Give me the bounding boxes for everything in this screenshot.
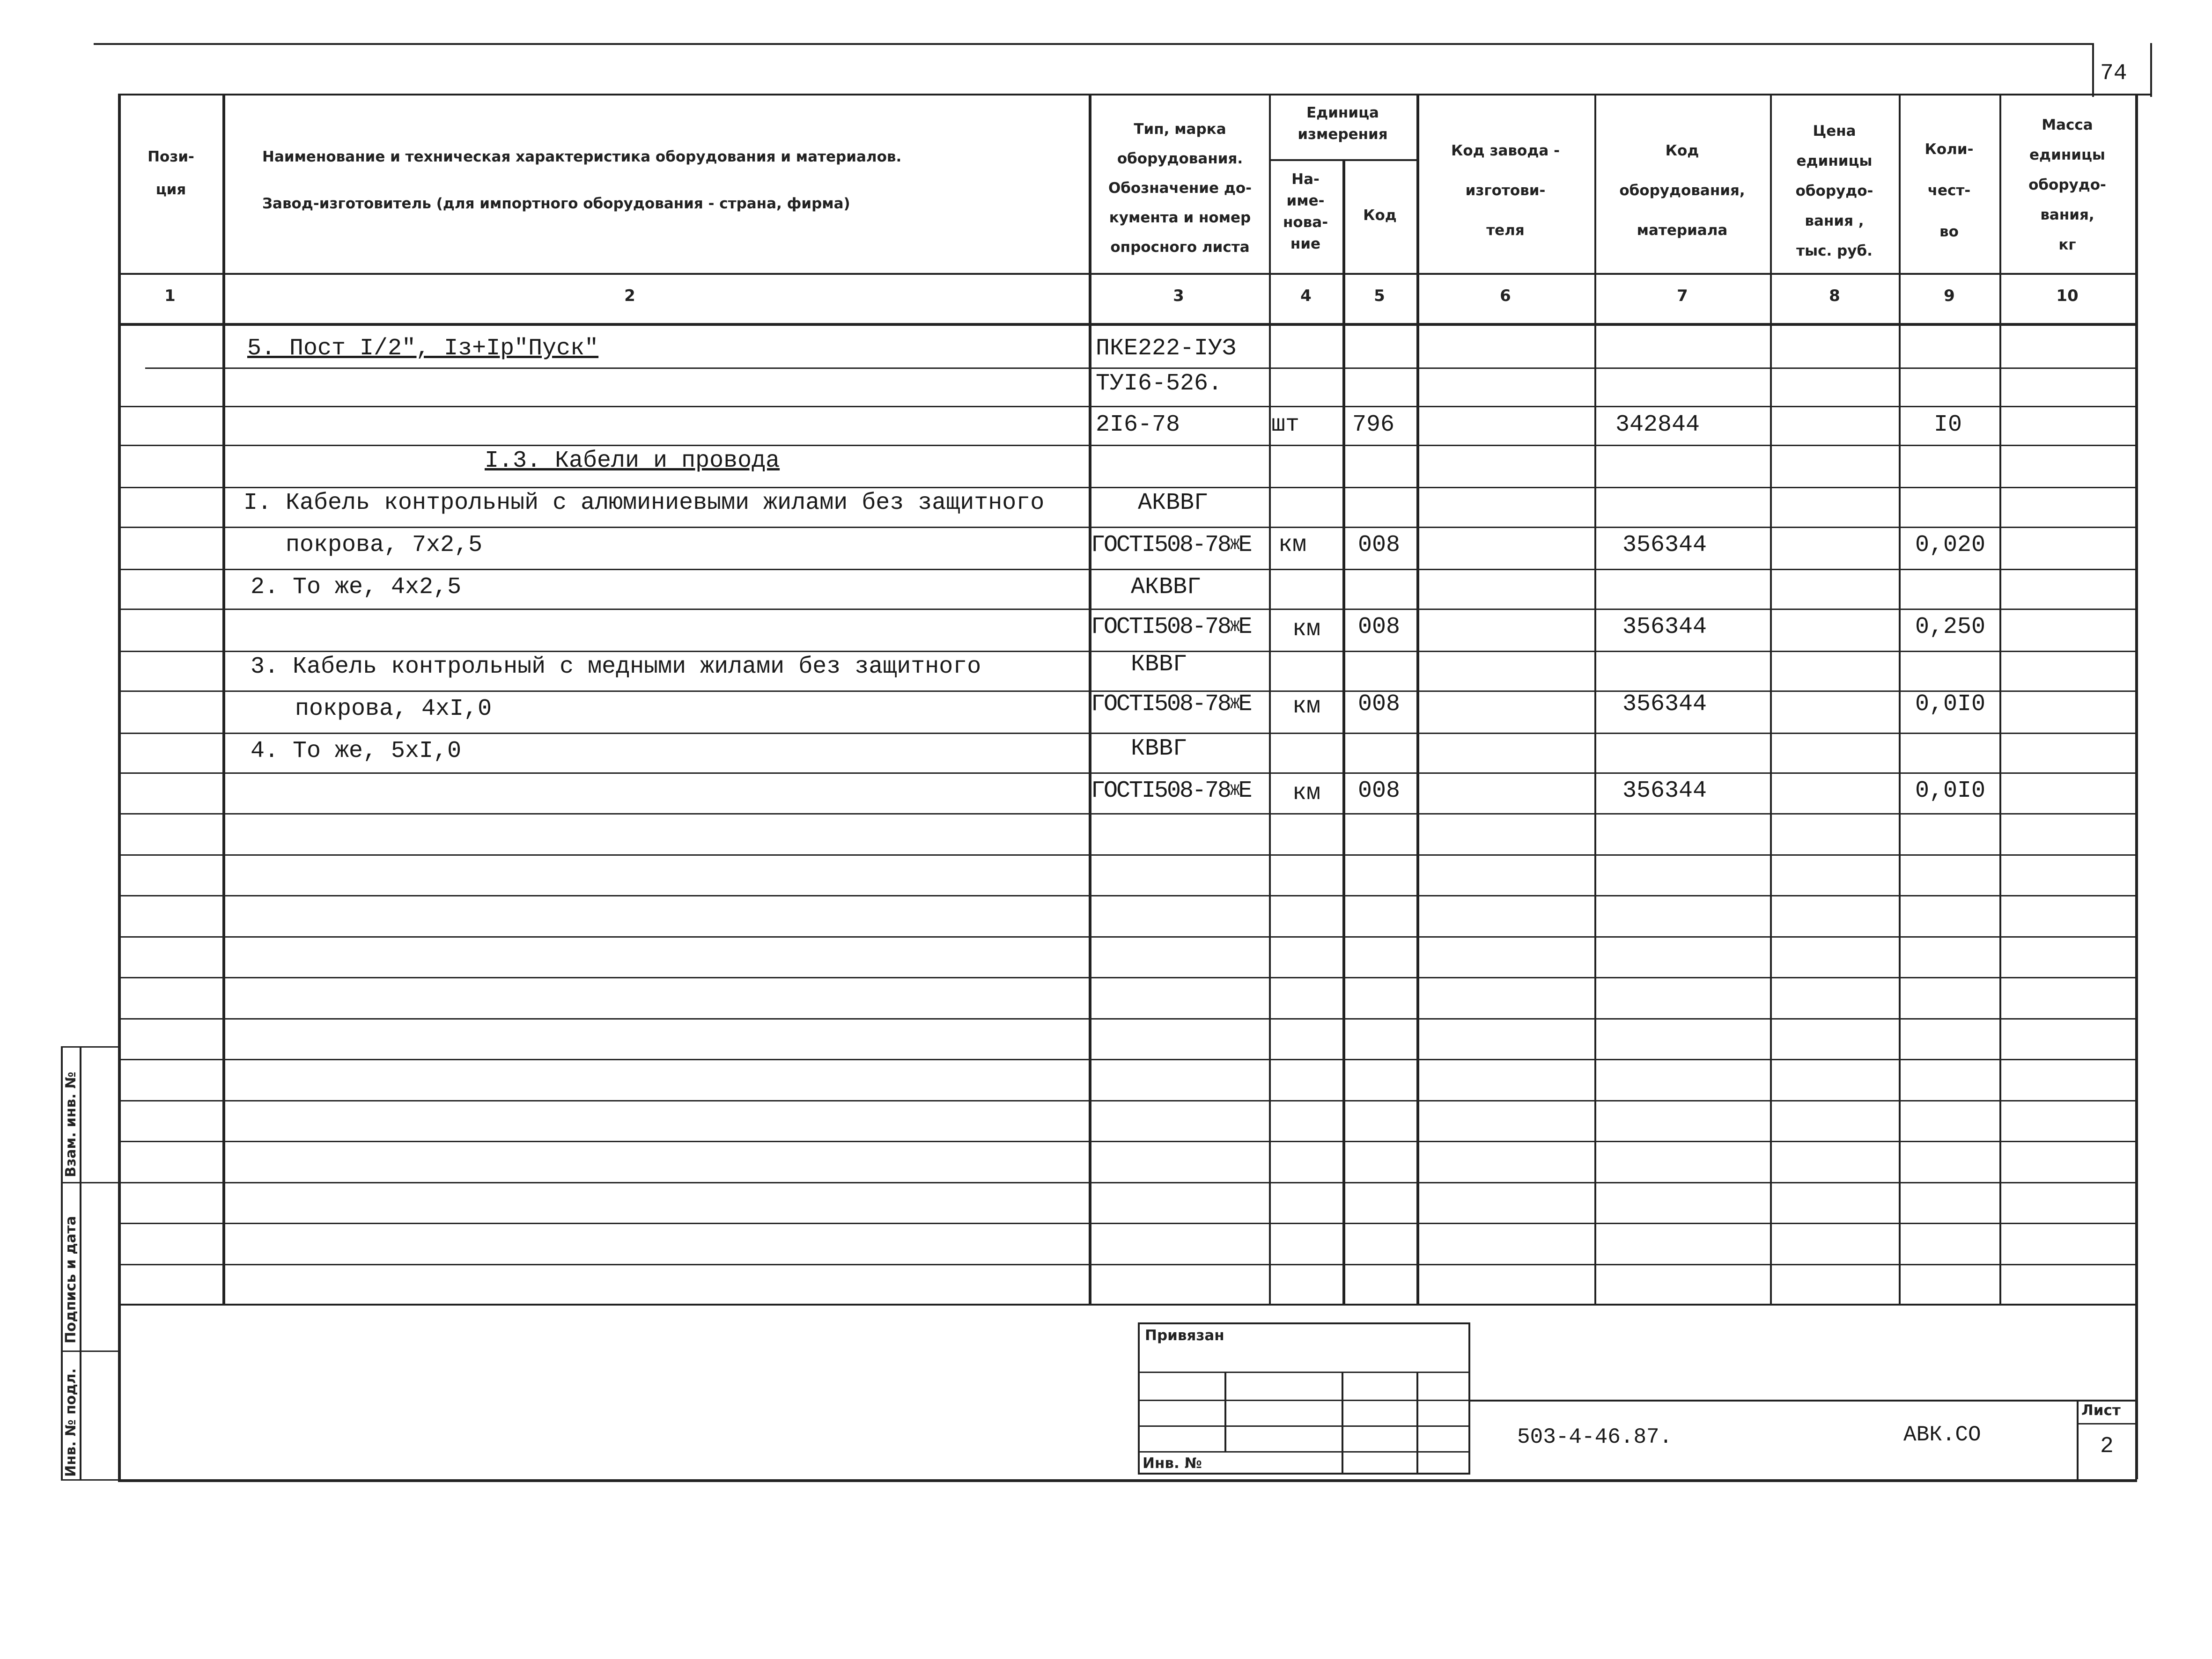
row-line [118,1141,2137,1142]
row-2-type: ТУI6-526. [1096,370,1223,397]
header-unit-group: Единица измерения [1298,104,1388,143]
header-col5: Код [1363,207,1397,224]
side-strip-line [61,1479,119,1481]
col-number-8: 8 [1829,286,1840,305]
row-6-unit: км [1278,532,1307,558]
row-3-unit: шт [1271,411,1300,438]
frame-right [2135,94,2138,1479]
row-8-code: 008 [1358,614,1401,640]
row-line [118,1100,2137,1101]
stamp-line [1138,1425,1470,1427]
side-strip-mid [80,1046,81,1479]
row-line [118,1182,2137,1183]
row-line [118,813,2137,815]
header-col8: Цена единицы оборудо- вания , тыс. руб. [1795,123,1873,259]
row-7-name: 2. То же, 4х2,5 [251,574,462,601]
header-col7: Код оборудования, материала [1619,142,1745,239]
stamp-col [1416,1372,1418,1475]
row-line [118,406,2137,407]
col-line-4 [1342,159,1345,1304]
row-line [118,854,2137,856]
row-12-material: 356344 [1622,778,1707,804]
stamp-doc-code: 503-4-46.87. [1517,1425,1673,1449]
row-line [118,569,2137,570]
row-line [118,895,2137,896]
header-col10: Масса единицы оборудо- вания, кг [2028,117,2106,253]
side-label-signature: Подпись и дата [63,1216,79,1343]
row-7-type: АКВВГ [1131,574,1202,601]
row-5-type: АКВВГ [1138,490,1209,516]
row-10-material: 356344 [1622,691,1707,718]
sheet-label: Лист [2081,1402,2121,1419]
row-line [118,1059,2137,1060]
header-col9: Коли- чест- во [1924,141,1974,240]
row-1-type: ПКЕ222-IУЗ [1096,335,1237,362]
row-10-unit: км [1292,693,1321,720]
header-col1: Пози- ция [147,148,194,198]
row-line [118,1018,2137,1020]
stamp-line [1138,1372,1470,1373]
page-number-box-right [2150,43,2152,97]
col-number-9: 9 [1944,286,1955,305]
col-number-1: 1 [164,286,176,305]
table-body-bottom [118,1304,2137,1306]
col-line-9 [1999,94,2001,1304]
col-line-1 [222,94,225,1304]
header-col3: Тип, марка оборудования. Обозначение до- кумента и номер опросного листа [1108,121,1252,256]
row-10-type: $ГОСТI508-78^ЖЕ$ [1091,691,1251,718]
row-11-name: 4. То же, 5хI,0 [251,738,462,764]
table-top-border [119,94,2152,95]
row-line [118,527,2137,528]
col-number-10: 10 [2056,286,2079,305]
row-8-material: 356344 [1622,614,1707,640]
row-line [118,1264,2137,1265]
frame-bottom [118,1479,2137,1482]
row-line [118,772,2137,774]
row-8-type: $ГОСТI508-78^ЖЕ$ [1091,614,1251,640]
col-number-5: 5 [1374,286,1385,305]
row-6-name: покрова, 7х2,5 [286,532,483,558]
row-line [118,936,2137,938]
sheet-number: 2 [2100,1434,2114,1459]
side-label-inv-podl: Инв. № подл. [63,1368,79,1477]
frame-left [118,94,121,1479]
row-5-name: I. Кабель контрольный с алюминиевыми жилами без защитного [243,490,1045,516]
col-number-2: 2 [624,286,635,305]
sheet-box-left [2077,1400,2079,1479]
row-line [118,1223,2137,1224]
top-border [94,43,2092,45]
col-line-7 [1770,94,1772,1304]
side-strip-line [61,1046,119,1048]
side-strip-line [61,1182,119,1183]
stamp-mark: АВК.СО [1903,1423,1981,1447]
row-11-type: КВВГ [1131,735,1187,762]
header-bottom [118,273,2137,275]
col-number-4: 4 [1300,286,1312,305]
row-6-qty: 0,020 [1915,532,1986,558]
row-10-name: покрова, 4хI,0 [295,696,492,722]
title-block-top [1470,1400,2137,1402]
row-line [118,733,2137,734]
row-line [145,367,1269,369]
col-number-7: 7 [1677,286,1688,305]
header-col2: Наименование и техническая характеристика оборудования и материалов. Завод-изготовитель (для импортного оборудования - страна, фирма) [262,148,902,212]
page-number: 74 [2100,61,2127,86]
row-1-name: 5. Пост I/2", Iз+Iр"Пуск" [247,335,599,362]
unit-group-line [1269,159,1416,161]
stamp-inv-label: Инв. № [1143,1455,1202,1472]
col-line-8 [1899,94,1901,1304]
row-line [118,445,2137,446]
numbers-bottom [118,323,2137,326]
side-label-vzam: Взам. инв. № [63,1072,79,1177]
col-line-5 [1416,94,1419,1304]
row-6-code: 008 [1358,532,1401,558]
stamp-line [1138,1400,1470,1401]
header-col4: На- име- нова- ние [1283,171,1328,252]
page-number-box-left [2092,43,2094,97]
row-line [118,487,2137,488]
sheet-box-mid [2077,1423,2135,1424]
row-3-code: 796 [1352,411,1395,438]
row-line [118,609,2137,610]
row-3-qty: I0 [1934,411,1962,438]
row-12-code: 008 [1358,778,1401,804]
stamp-privyazan-label: Привязан [1145,1327,1224,1344]
col-number-6: 6 [1500,286,1511,305]
row-10-qty: 0,0I0 [1915,691,1986,718]
header-col6: Код завода - изготови- теля [1451,142,1560,239]
row-8-qty: 0,250 [1915,614,1986,640]
col-line-6 [1594,94,1596,1304]
side-strip-line [61,1351,119,1352]
row-10-code: 008 [1358,691,1401,718]
row-6-type: $ГОСТI508-78^ЖЕ$ [1091,532,1251,558]
row-8-unit: км [1292,616,1321,643]
stamp-col [1224,1372,1226,1451]
row-12-type: $ГОСТI508-78^ЖЕ$ [1091,778,1251,804]
row-3-material: 342844 [1615,411,1700,438]
row-12-qty: 0,0I0 [1915,778,1986,804]
row-6-material: 356344 [1622,532,1707,558]
stamp-col [1342,1372,1343,1475]
row-12-unit: км [1292,780,1321,807]
row-line [118,651,2137,652]
col-line-3 [1269,94,1271,1304]
col-number-3: 3 [1173,286,1184,305]
stamp-line [1138,1451,1470,1453]
row-9-type: КВВГ [1131,651,1187,678]
section-title: I.3. Кабели и провода [485,448,780,474]
row-3-type: 2I6-78 [1096,411,1180,438]
row-9-name: 3. Кабель контрольный с медными жилами без защитного [251,653,981,680]
row-line [1269,367,2135,369]
row-line [118,977,2137,978]
